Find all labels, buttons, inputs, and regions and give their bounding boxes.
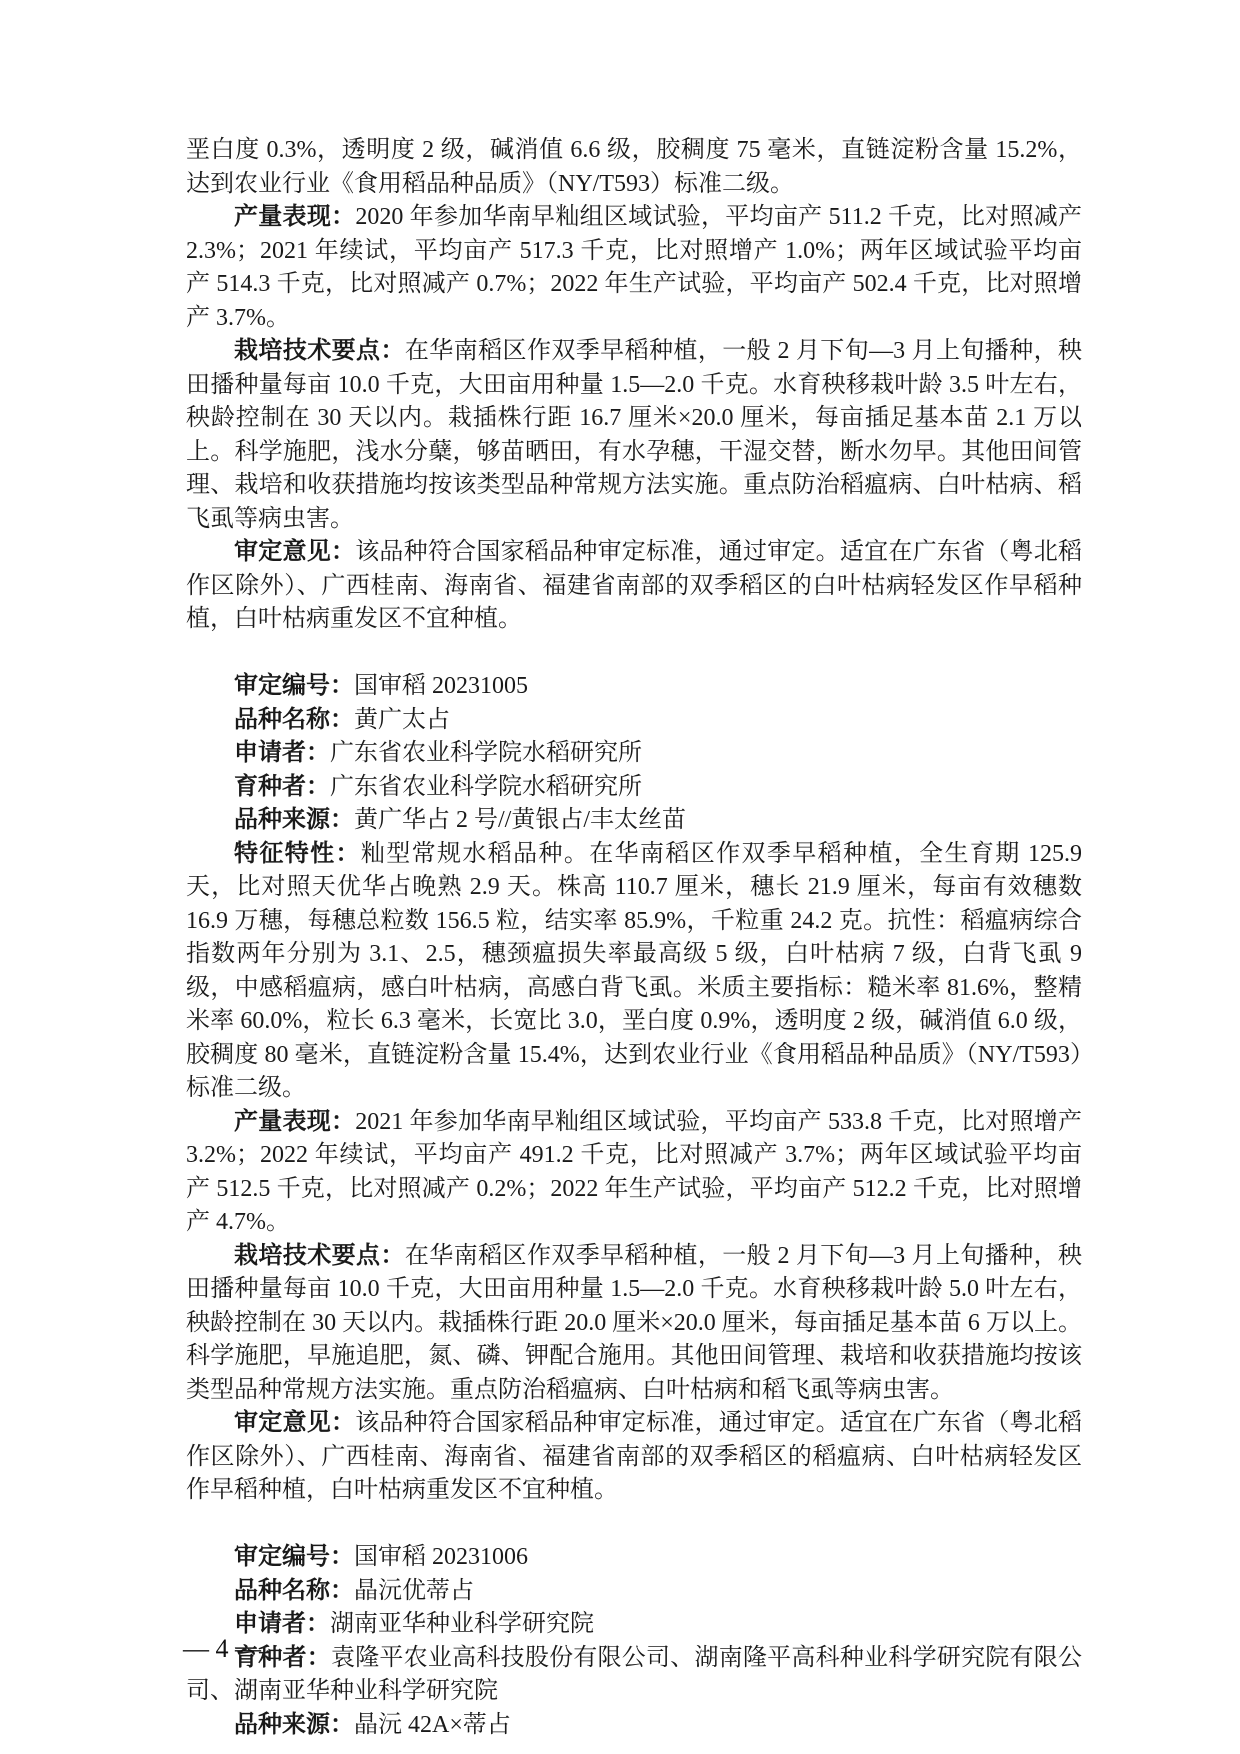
variety-name-value: 黄广太占 [354, 706, 450, 733]
variety-origin-value: 黄广华占 2 号//黄银占/丰太丝苗 [354, 807, 687, 833]
certification-opinion-label: 审定意见： [234, 1410, 356, 1436]
breeder-value: 广东省农业科学院水稻研究所 [330, 773, 642, 800]
certification-number-label: 审定编号： [234, 1544, 354, 1570]
breeder-line [186, 771, 1082, 805]
cultivation-key-points-label: 栽培技术要点： [234, 1242, 405, 1269]
breeder-value: 袁隆平农业高科技股份有限公司、湖南隆平高科种业科学研究院有限公司、湖南亚华种业科学研究院 [186, 1644, 1083, 1704]
certification-opinion-label: 审定意见： [234, 539, 356, 565]
cultivation-key-points-paragraph [186, 1240, 1082, 1408]
certification-number-line [186, 670, 1082, 704]
characteristics-label: 特征特性： [234, 840, 361, 867]
variety-origin-value: 晶沅 42A×蒂占 [354, 1711, 511, 1738]
paragraph-text: 垩白度 0.3%，透明度 2 级，碱消值 6.6 级，胶稠度 75 毫米，直链淀粉含量 15.2%，达到农业行业《食用稻品种品质》（NY/T593）标准二级。 [186, 137, 1082, 197]
section-spacer [186, 1508, 1082, 1542]
characteristics-paragraph [186, 838, 1082, 1106]
paragraph-text: 在华南稻区作双季早稻种植，一般 2 月下旬—3 月上旬播种，秧田播种量每亩 10.0 千克，大田亩用种量 1.5—2.0 千克。水育秧移栽叶龄 5.0 叶左右，秧龄控制在 30 天以内。栽插株行距 20.0 厘米×20.0 厘米，每亩插足基本苗 6 万以上。科学施肥，早施追肥，氮、磷、钾配合施用。其他田间管理、栽培和收获措施均按该类型品种常规方法实施。重点防治稻瘟病、白叶枯病和稻飞虱等病虫害。 [186, 1242, 1083, 1403]
paragraph-text: 该品种符合国家稻品种审定标准，通过审定。适宜在广东省（粤北稻作区除外）、广西桂南、海南省、福建省南部的双季稻区的稻瘟病、白叶枯病轻发区作早稻种植，白叶枯病重发区不宜种植。 [186, 1410, 1083, 1503]
breeder-line [186, 1642, 1082, 1709]
applicant-label: 申请者： [234, 740, 330, 766]
variety-origin-line [186, 804, 1082, 838]
certification-opinion-paragraph [186, 536, 1082, 637]
yield-performance-label: 产量表现： [234, 1108, 356, 1135]
breeder-label: 育种者： [234, 773, 330, 800]
variety-name-line [186, 1575, 1082, 1609]
applicant-value: 广东省农业科学院水稻研究所 [330, 740, 642, 766]
certification-number-value: 国审稻 20231006 [354, 1544, 528, 1570]
applicant-label: 申请者： [234, 1611, 330, 1637]
certification-number-value: 国审稻 20231005 [354, 673, 528, 699]
variety-name-label: 品种名称： [234, 1577, 354, 1604]
cultivation-key-points-paragraph [186, 335, 1082, 536]
applicant-value: 湖南亚华种业科学研究院 [330, 1611, 594, 1637]
paragraph-text: 籼型常规水稻品种。在华南稻区作双季早稻种植，全生育期 125.9 天，比对照天优华占晚熟 2.9 天。株高 110.7 厘米，穗长 21.9 厘米，每亩有效穗数 16.9 万穗，每穗总粒数 156.5 粒，结实率 85.9%，千粒重 24.2 克。抗性：稻瘟病综合指数两年分别为 3.1、2.5，穗颈瘟损失率最高级 5 级，白叶枯病 7 级，白背飞虱 9 级，中感稻瘟病，感白叶枯病，高感白背飞虱。米质主要指标：糙米率 81.6%，整精米率 60.0%，粒长 6.3 毫米，长宽比 3.0，垩白度 0.9%，透明度 2 级，碱消值 6.0 级，胶稠度 80 毫米，直链淀粉含量 15.4%，达到农业行业《食用稻品种品质》（NY/T593）标准二级。 [186, 840, 1082, 1101]
page-number: — 4 — [183, 1634, 261, 1663]
paragraph-text: 该品种符合国家稻品种审定标准，通过审定。适宜在广东省（粤北稻作区除外）、广西桂南、海南省、福建省南部的双季稻区的白叶枯病轻发区作早稻种植，白叶枯病重发区不宜种植。 [186, 539, 1083, 632]
applicant-line [186, 737, 1082, 771]
applicant-line [186, 1608, 1082, 1642]
certification-number-line [186, 1541, 1082, 1575]
variety-name-label: 品种名称： [234, 706, 354, 733]
cultivation-key-points-label: 栽培技术要点： [234, 338, 405, 364]
yield-performance-paragraph [186, 1106, 1082, 1240]
certification-number-label: 审定编号： [234, 673, 354, 699]
paragraph-text: 在华南稻区作双季早稻种植，一般 2 月下旬—3 月上旬播种，秧田播种量每亩 10.0 千克，大田亩用种量 1.5—2.0 千克。水育秧移栽叶龄 3.5 叶左右，秧龄控制在 30 天以内。栽插株行距 16.7 厘米×20.0 厘米，每亩插足基本苗 2.1 万以上。科学施肥，浅水分蘖，够苗晒田，有水孕穗，干湿交替，断水勿早。其他田间管理、栽培和收获措施均按该类型品种常规方法实施。重点防治稻瘟病、白叶枯病、稻飞虱等病虫害。 [186, 338, 1083, 532]
yield-performance-paragraph [186, 201, 1082, 335]
section-spacer [186, 637, 1082, 671]
breeder-label: 育种者： [234, 1644, 331, 1671]
document-body [186, 134, 1082, 1742]
variety-origin-label: 品种来源： [234, 807, 354, 833]
paragraph-text: 2021 年参加华南早籼组区域试验，平均亩产 533.8 千克，比对照增产 3.2%；2022 年续试，平均亩产 491.2 千克，比对照减产 3.7%；两年区域试验平均亩产 512.5 千克，比对照减产 0.2%；2022 年生产试验，平均亩产 512.2 千克，比对照增产 4.7%。 [186, 1108, 1082, 1235]
certification-opinion-paragraph [186, 1407, 1082, 1508]
paragraph-text: 2020 年参加华南早籼组区域试验，平均亩产 511.2 千克，比对照减产 2.3%；2021 年续试，平均亩产 517.3 千克，比对照增产 1.0%；两年区域试验平均亩产 514.3 千克，比对照减产 0.7%；2022 年生产试验，平均亩产 502.4 千克，比对照增产 3.7%。 [186, 204, 1082, 331]
quality-metrics-continuation-paragraph [186, 134, 1082, 201]
yield-performance-label: 产量表现： [234, 204, 356, 230]
variety-name-line [186, 704, 1082, 738]
variety-origin-label: 品种来源： [234, 1711, 354, 1738]
variety-origin-line [186, 1709, 1082, 1743]
variety-name-value: 晶沅优蒂占 [354, 1577, 474, 1604]
